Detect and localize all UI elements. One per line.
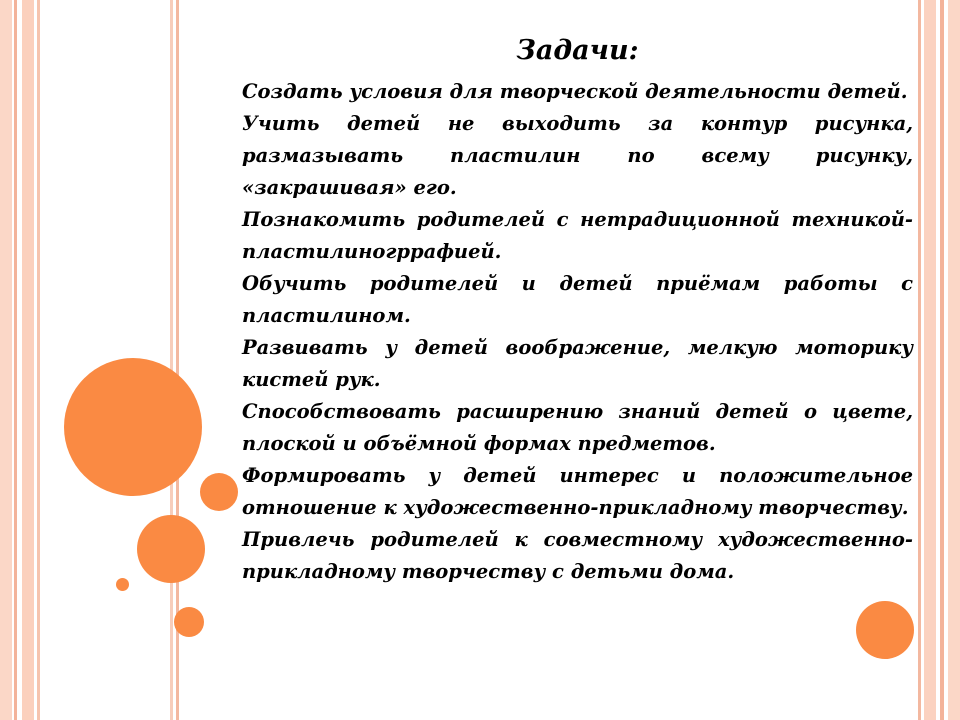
decorative-circle-large [64, 358, 202, 496]
task-item: Создать условия для творческой деятельности детей. [242, 80, 908, 103]
decorative-stripe [924, 0, 936, 720]
decorative-stripe [918, 0, 921, 720]
decorative-stripe [14, 0, 17, 720]
task-item: Познакомить родителей с нетрадиционной техникой-пластилиногррафией. [242, 208, 913, 263]
decorative-circle-small [174, 607, 204, 637]
task-item: Привлечь родителей к совместному художественно-прикладному творчеству с детьми дома. [242, 528, 913, 583]
decorative-stripe [170, 0, 173, 720]
task-item: Обучить родителей и детей приёмам работы с пластилином. [242, 272, 913, 327]
task-item: Формировать у детей интерес и положительное отношение к художественно-прикладному творчеству. [242, 464, 913, 519]
decorative-circle-small [200, 473, 238, 511]
decorative-stripe [940, 0, 944, 720]
decorative-stripe [0, 0, 12, 720]
decorative-stripe [948, 0, 960, 720]
task-list [242, 76, 913, 588]
slide-content [242, 32, 913, 588]
decorative-circle-right [856, 601, 914, 659]
decorative-stripe [22, 0, 34, 720]
decorative-circle-medium [137, 515, 205, 583]
slide-title: Задачи: [516, 35, 639, 66]
task-item: Развивать у детей воображение, мелкую моторику кистей рук. [242, 336, 913, 391]
task-item: Учить детей не выходить за контур рисунка, размазывать пластилин по всему рисунку, «закрашивая» его. [242, 112, 913, 199]
task-item: Способствовать расширению знаний детей о цвете, плоской и объёмной формах предметов. [242, 400, 913, 455]
decorative-circle-tiny [116, 578, 129, 591]
decorative-stripe [37, 0, 40, 720]
